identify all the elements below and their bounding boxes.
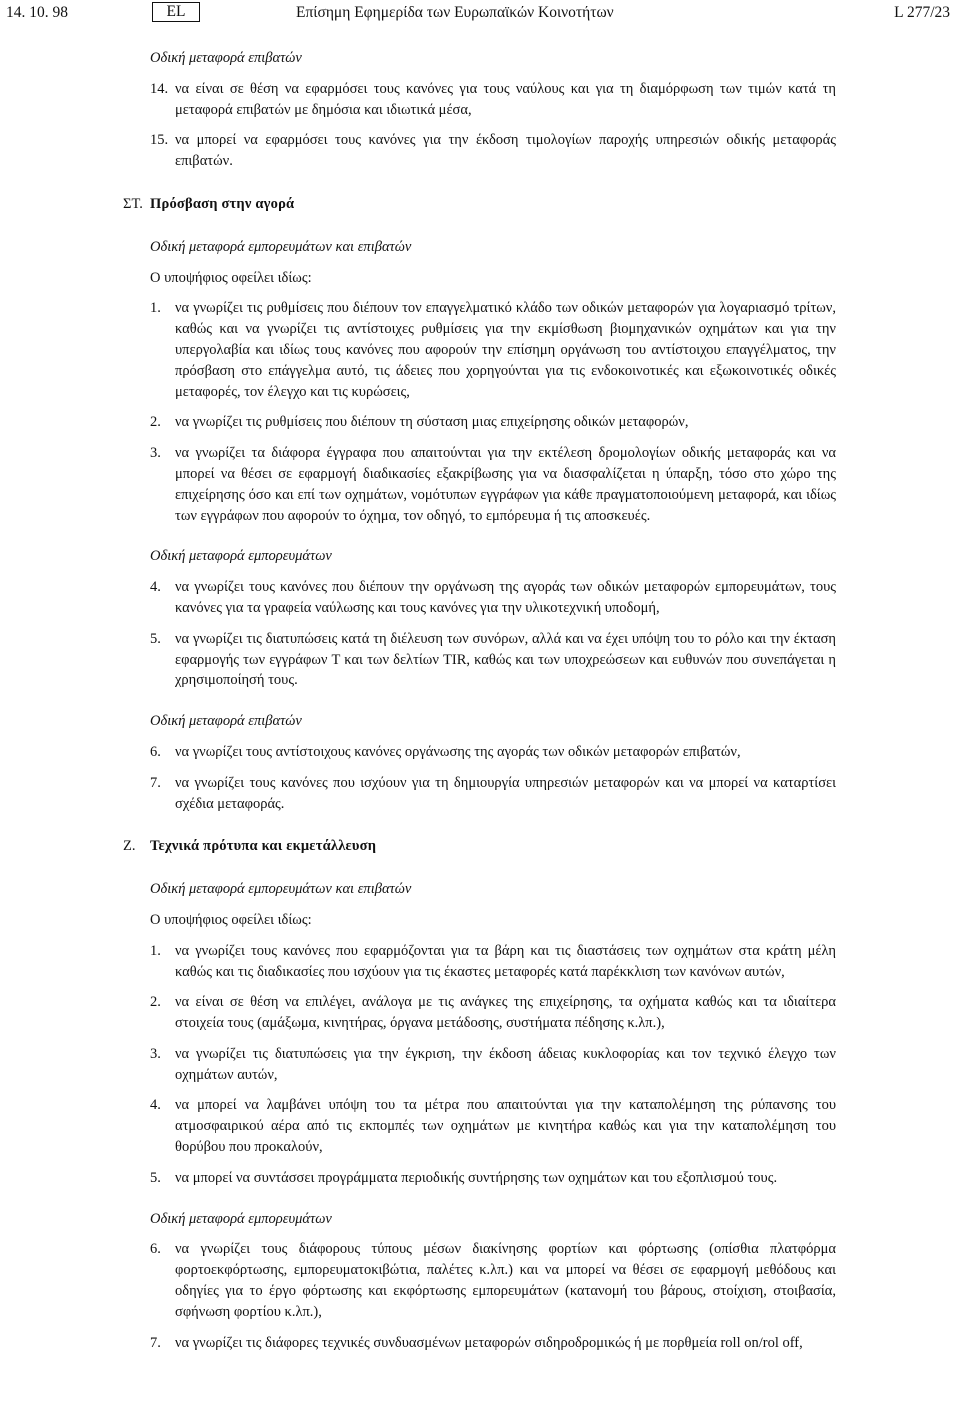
section-heading-st <box>123 194 836 215</box>
list-item <box>150 1239 836 1322</box>
item-number: 7. <box>150 1334 161 1351</box>
subheading: Οδική μεταφορά εμπορευμάτων και επιβατών <box>150 238 412 255</box>
item-text: να μπορεί να λαμβάνει υπόψη του τα μέτρα που απαιτούνται για την καταπολέμηση της ρύπανσης του ατμοσφαιρικού αέρα από τις εκπομπές των οχημάτων με κινητήρα καθώς και για την καταπολέμηση του θορύβου που προκαλούν, <box>175 1097 836 1156</box>
item-text: να γνωρίζει τις διατυπώσεις για την έγκριση, την έκδοση άδειας κυκλοφορίας και τον τεχνικό έλεγχο των οχημάτων αυτών, <box>175 1045 836 1083</box>
item-text: να γνωρίζει τους αντίστοιχους κανόνες οργάνωσης της αγοράς των οδικών μεταφορών επιβατών, <box>175 743 741 760</box>
subheading: Οδική μεταφορά εμπορευμάτων <box>150 1210 332 1227</box>
document-body <box>123 48 836 1363</box>
item-number: 4. <box>150 579 161 596</box>
item-text: να είναι σε θέση να εφαρμόσει τους κανόνες για τους ναύλους και για τη διαμόρφωση των τιμών κατά τη μεταφορά επιβατών με δημόσια και ιδιωτικά μέσα, <box>175 80 836 118</box>
list-item <box>150 992 836 1034</box>
list-item <box>150 1168 836 1189</box>
item-text: να γνωρίζει τις διάφορες τεχνικές συνδυασμένων μεταφορών σιδηροδρομικώς ή με πορθμεία roll on/rol off, <box>175 1334 803 1351</box>
item-number: 1. <box>150 300 161 317</box>
item-number: 3. <box>150 445 161 462</box>
item-number: 2. <box>150 994 161 1011</box>
item-text: να γνωρίζει τις ρυθμίσεις που διέπουν τη σύσταση μιας επιχείρησης οδικών μεταφορών, <box>175 414 689 431</box>
list-item <box>150 742 836 763</box>
list-item <box>150 1044 836 1086</box>
language-code-box: EL <box>152 2 200 22</box>
item-number: 3. <box>150 1045 161 1062</box>
item-number: 7. <box>150 774 161 791</box>
item-text: να γνωρίζει τις ρυθμίσεις που διέπουν τον επαγγελματικό κλάδο των οδικών μεταφορών για λογαριασμό τρίτων, καθώς και να γνωρίζει τις αντίστοιχες ρυθμίσεις για την εκμίσθωση βιομηχανικών οχημάτων και για την υπεργολαβία και ιδίως τους κανόνες που αφορούν την επίσημη οργάνωση του αντίστοιχου επαγγέλματος, την πρόσβαση στο επάγγελμα αυτό, τις άδειες που χορηγούνται για τις ενδοκοινοτικές και εξωκοινοτικές οδικές μεταφορές, τον έλεγχο και τις κυρώσεις, <box>175 300 836 400</box>
intro-text: Ο υποψήφιος οφείλει ιδίως: <box>150 269 312 286</box>
section-letter: ΣΤ. <box>123 195 143 212</box>
item-number: 5. <box>150 630 161 647</box>
item-number: 14. <box>150 80 169 97</box>
item-number: 15. <box>150 132 169 149</box>
section-title: Πρόσβαση στην αγορά <box>150 195 295 212</box>
item-number: 1. <box>150 942 161 959</box>
list-item <box>150 941 836 983</box>
section-title: Τεχνικά πρότυπα και εκμετάλλευση <box>150 838 377 855</box>
intro-text: Ο υποψήφιος οφείλει ιδίως: <box>150 911 312 928</box>
subheading: Οδική μεταφορά εμπορευμάτων και επιβατών <box>150 881 412 898</box>
subheading: Οδική μεταφορά επιβατών <box>150 50 302 66</box>
header-date: 14. 10. 98 <box>6 4 68 21</box>
page-header <box>6 2 950 24</box>
list-item <box>150 1333 836 1354</box>
item-text: να μπορεί να συντάσσει προγράμματα περιοδικής συντήρησης των οχημάτων και του εξοπλισμού τους. <box>175 1169 778 1186</box>
item-text: να γνωρίζει τους κανόνες που εφαρμόζονται για τα βάρη και τις διαστάσεις των οχημάτων στα κράτη μέλη καθώς και τις διαδικασίες που ισχύουν για τις έκαστες μεταφορές κατά παρέκκλιση των κανόνων αυτών, <box>175 942 836 980</box>
list-item <box>150 443 836 526</box>
list-item <box>150 298 836 402</box>
page-reference: L 277/23 <box>894 4 950 21</box>
item-text: να γνωρίζει τους κανόνες που ισχύουν για τη δημιουργία υπηρεσιών μεταφορών και να μπορεί να καταρτίσει σχέδια μεταφοράς. <box>175 774 836 812</box>
list-item <box>150 773 836 815</box>
subheading: Οδική μεταφορά εμπορευμάτων <box>150 548 332 565</box>
section-letter: Ζ. <box>123 838 136 855</box>
item-text: να γνωρίζει τους διάφορους τύπους μέσων διακίνησης φορτίων και φόρτωσης (οπίσθια πλατφόρμα φορτοεκφόρτωσης, εμπορευματοκιβώτια, παλέτες κ.λπ.) και να μπορεί να θέσει σε εφαρμογή μεθόδους και οδηγίες για το έργο φόρτωσης και εκφόρτωσης εμπορευμάτων (κατανομή του βάρους, στοίχιση, στοιβασία, σφήνωση φορτίου κ.λπ.), <box>175 1241 836 1320</box>
list-item <box>150 130 836 172</box>
list-item <box>150 629 836 691</box>
item-text: να μπορεί να εφαρμόσει τους κανόνες για την έκδοση τιμολογίων παροχής υπηρεσιών οδικής μεταφοράς επιβατών. <box>175 132 836 170</box>
list-item <box>150 79 836 121</box>
item-text: να είναι σε θέση να επιλέγει, ανάλογα με τις ανάγκες της επιχείρησης, τα οχήματα καθώς και τα ιδιαίτερα στοιχεία τους (αμάξωμα, κινητήρας, όργανα μετάδοσης, συστήματα πέδησης κ.λπ.), <box>175 994 836 1032</box>
list-item <box>150 412 836 433</box>
item-number: 2. <box>150 414 161 431</box>
journal-title: Επίσημη Εφημερίδα των Ευρωπαϊκών Κοινοτήτων <box>296 4 614 21</box>
item-number: 6. <box>150 1241 161 1258</box>
item-number: 6. <box>150 743 161 760</box>
subheading: Οδική μεταφορά επιβατών <box>150 713 302 730</box>
list-item <box>150 577 836 619</box>
item-number: 4. <box>150 1097 161 1114</box>
section-heading-z <box>123 836 836 857</box>
item-number: 5. <box>150 1169 161 1186</box>
list-item <box>150 1095 836 1157</box>
item-text: να γνωρίζει τις διατυπώσεις κατά τη διέλευση των συνόρων, αλλά και να έχει υπόψη του το ρόλο και την έκταση εφαρμογής των εγγράφων T και των δελτίων TIR, καθώς και των υποχρεώσεων και ευθυνών που συνεπάγεται η χρησιμοποίησή τους. <box>175 630 836 689</box>
item-text: να γνωρίζει τους κανόνες που διέπουν την οργάνωση της αγοράς των οδικών μεταφορών εμπορευμάτων, τους κανόνες για τα γραφεία ναύλωσης και τους κανόνες για την υλικοτεχνική υποδομή, <box>175 579 836 616</box>
item-text: να γνωρίζει τα διάφορα έγγραφα που απαιτούνται για την εκτέλεση δρομολογίων οδικής μεταφοράς και να μπορεί να θέσει σε εφαρμογή διαδικασίες εξακρίβωσης για να διασφαλίζεται η ύπαρξη, τόσο στο χώρο της επιχείρησης όσο και επί των οχημάτων, νομότυπων εγγράφων για κάθε πραγματοποιούμενη μεταφορά, και ιδίως των εγγράφων που αφορούν το όχημα, τον οδηγό, το εμπόρευμα ή τις αποσκευές. <box>175 445 836 524</box>
